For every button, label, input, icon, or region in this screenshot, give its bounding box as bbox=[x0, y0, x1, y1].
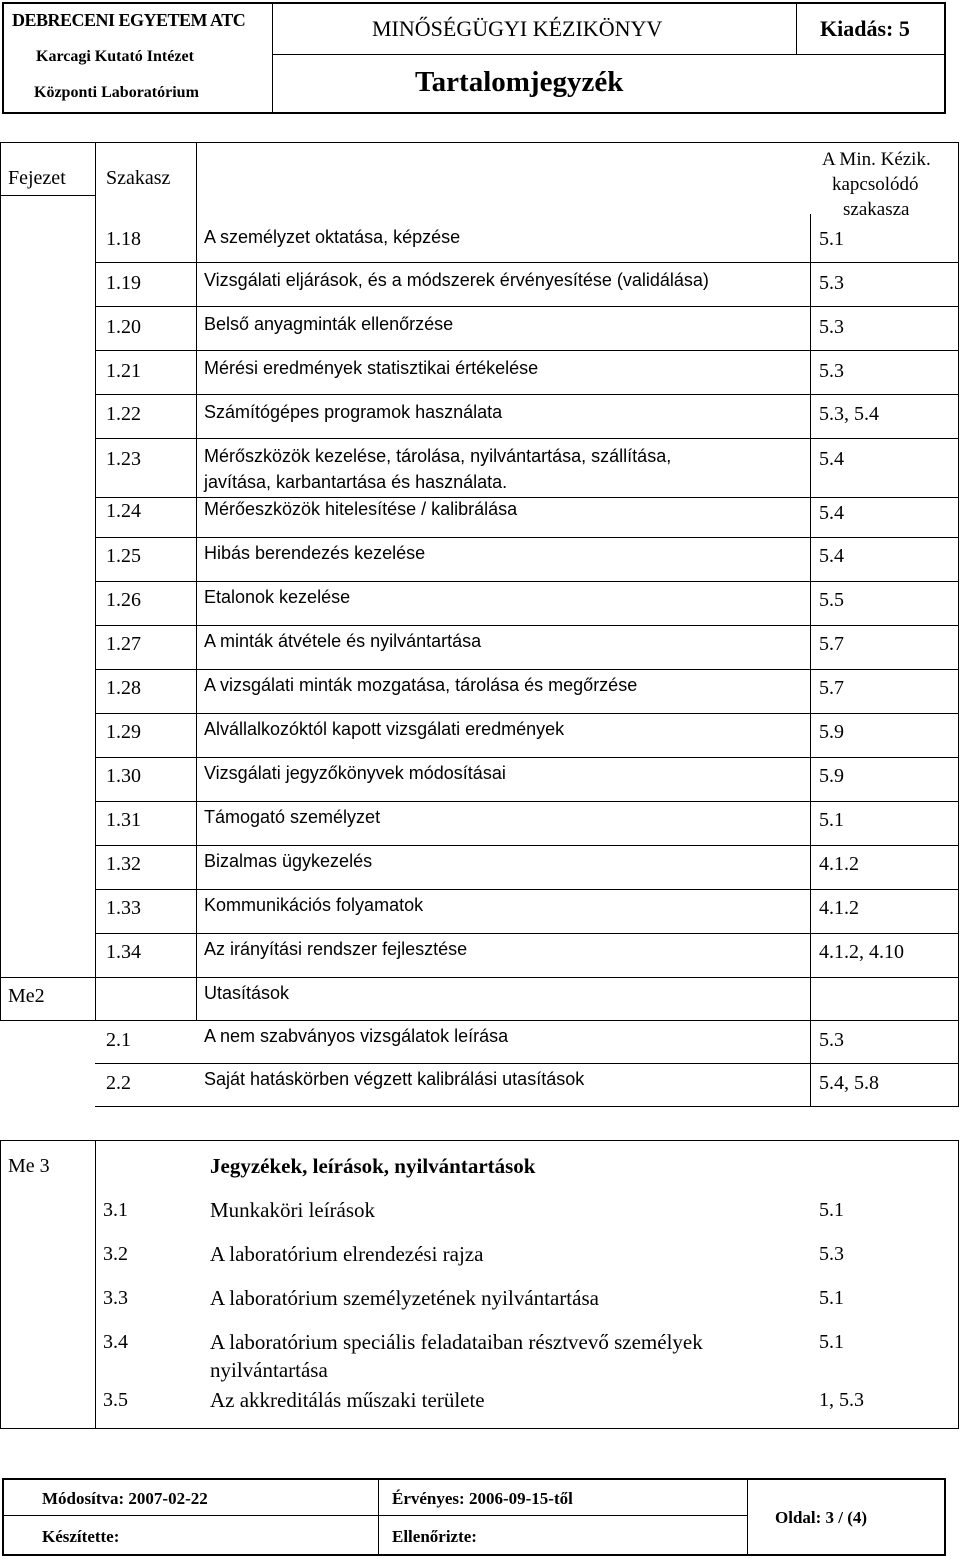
section-ref: 5.3 bbox=[819, 1029, 844, 1051]
section-title: Számítógépes programok használata bbox=[204, 402, 503, 422]
section-ref: 4.1.2 bbox=[819, 853, 859, 875]
section-ref: 5.1 bbox=[819, 1287, 844, 1309]
section-title: Saját hatáskörben végzett kalibrálási utasítások bbox=[204, 1069, 585, 1089]
section-number: 3.1 bbox=[103, 1199, 128, 1221]
section-number: 3.5 bbox=[103, 1389, 128, 1411]
section-ref: 4.1.2, 4.10 bbox=[819, 941, 904, 963]
section-title: Kommunikációs folyamatok bbox=[204, 895, 424, 915]
footer-modified: Módosítva: 2007-02-22 bbox=[42, 1489, 208, 1508]
section-title: A személyzet oktatása, képzése bbox=[204, 227, 461, 247]
section-number: 2.2 bbox=[106, 1072, 131, 1094]
section-title: A nem szabványos vizsgálatok leírása bbox=[204, 1026, 509, 1046]
section-ref: 1, 5.3 bbox=[819, 1389, 864, 1411]
institute-name: Karcagi Kutató Intézet bbox=[36, 48, 194, 65]
section-ref: 4.1.2 bbox=[819, 897, 859, 919]
section-number: 2.1 bbox=[106, 1029, 131, 1051]
section-number: 1.27 bbox=[106, 633, 141, 655]
lab-name: Központi Laboratórium bbox=[34, 84, 199, 101]
section-ref: 5.4 bbox=[819, 545, 844, 567]
section-number: 1.31 bbox=[106, 809, 141, 831]
section-number: 1.33 bbox=[106, 897, 141, 919]
section-ref: 5.9 bbox=[819, 721, 844, 743]
section-title: Munkaköri leírások bbox=[210, 1198, 376, 1222]
section-title-continued: javítása, karbantartása és használata. bbox=[204, 472, 508, 492]
footer-page-number: Oldal: 3 / (4) bbox=[775, 1508, 868, 1527]
chapter-label: Me 3 bbox=[8, 1155, 50, 1177]
section-title: Vizsgálati jegyzőkönyvek módosításai bbox=[204, 763, 506, 783]
column-header-ref-2: kapcsolódó bbox=[832, 174, 919, 195]
section-title: Vizsgálati eljárások, és a módszerek érvényesítése (validálása) bbox=[204, 270, 709, 290]
section-ref: 5.1 bbox=[819, 228, 844, 250]
section-number: 3.3 bbox=[103, 1287, 128, 1309]
edition-label: Kiadás: 5 bbox=[820, 16, 910, 41]
section-title-continued: nyilvántartása bbox=[210, 1358, 328, 1382]
section-ref: 5.3, 5.4 bbox=[819, 403, 879, 425]
section-title: Alvállalkozóktól kapott vizsgálati eredmények bbox=[204, 719, 565, 739]
section-number: 3.2 bbox=[103, 1243, 128, 1265]
section-ref: 5.4 bbox=[819, 502, 844, 524]
section-ref: 5.3 bbox=[819, 1243, 844, 1265]
section-number: 1.26 bbox=[106, 589, 141, 611]
section-number: 1.30 bbox=[106, 765, 141, 787]
section-ref: 5.1 bbox=[819, 1331, 844, 1353]
footer-valid: Érvényes: 2006-09-15-től bbox=[392, 1489, 573, 1508]
section-title: Mérőeszközök hitelesítése / kalibrálása bbox=[204, 499, 518, 519]
section-number: 1.19 bbox=[106, 272, 141, 294]
section-title: Mérőszközök kezelése, tárolása, nyilvántartása, szállítása, bbox=[204, 446, 672, 466]
section-ref: 5.9 bbox=[819, 765, 844, 787]
chapter-heading: Utasítások bbox=[204, 983, 290, 1003]
section-title: Hibás berendezés kezelése bbox=[204, 543, 426, 563]
section-number: 1.20 bbox=[106, 316, 141, 338]
section-title: Bizalmas ügykezelés bbox=[204, 851, 373, 871]
column-header-chapter: Fejezet bbox=[8, 167, 66, 189]
section-number: 1.22 bbox=[106, 403, 141, 425]
section-ref: 5.1 bbox=[819, 809, 844, 831]
section-title: Etalonok kezelése bbox=[204, 587, 351, 607]
section-number: 1.34 bbox=[106, 941, 141, 963]
column-header-ref-3: szakasza bbox=[843, 199, 910, 220]
section-ref: 5.3 bbox=[819, 360, 844, 382]
column-header-section: Szakasz bbox=[106, 167, 171, 189]
section-title: A vizsgálati minták mozgatása, tárolása és megőrzése bbox=[204, 675, 638, 695]
section-ref: 5.7 bbox=[819, 677, 844, 699]
footer-prepared: Készítette: bbox=[42, 1527, 120, 1546]
section-title: Támogató személyzet bbox=[204, 807, 381, 827]
section-title: A laboratórium speciális feladataiban résztvevő személyek bbox=[210, 1330, 703, 1354]
chapter-heading: Jegyzékek, leírások, nyilvántartások bbox=[210, 1154, 536, 1178]
section-ref: 5.1 bbox=[819, 1199, 844, 1221]
section-number: 1.23 bbox=[106, 448, 141, 470]
section-title: A laboratórium személyzetének nyilvántartása bbox=[210, 1286, 599, 1310]
page-title: Tartalomjegyzék bbox=[415, 66, 624, 98]
section-title: A laboratórium elrendezési rajza bbox=[210, 1242, 484, 1266]
section-ref: 5.3 bbox=[819, 316, 844, 338]
section-number: 1.29 bbox=[106, 721, 141, 743]
section-title: A minták átvétele és nyilvántartása bbox=[204, 631, 482, 651]
section-number: 1.28 bbox=[106, 677, 141, 699]
section-ref: 5.7 bbox=[819, 633, 844, 655]
section-title: Az irányítási rendszer fejlesztése bbox=[204, 939, 468, 959]
manual-title: MINŐSÉGÜGYI KÉZIKÖNYV bbox=[372, 16, 663, 41]
section-ref: 5.4, 5.8 bbox=[819, 1072, 879, 1094]
section-title: Belső anyagminták ellenőrzése bbox=[204, 314, 454, 334]
section-number: 3.4 bbox=[103, 1331, 128, 1353]
section-number: 1.25 bbox=[106, 545, 141, 567]
section-number: 1.18 bbox=[106, 228, 141, 250]
column-header-ref-1: A Min. Kézik. bbox=[822, 149, 931, 170]
section-number: 1.32 bbox=[106, 853, 141, 875]
institution-name: DEBRECENI EGYETEM ATC bbox=[12, 10, 246, 30]
section-ref: 5.4 bbox=[819, 448, 844, 470]
section-number: 1.21 bbox=[106, 360, 141, 382]
chapter-label: Me2 bbox=[8, 985, 45, 1007]
section-number: 1.24 bbox=[106, 500, 141, 522]
section-ref: 5.5 bbox=[819, 589, 844, 611]
footer-checked: Ellenőrizte: bbox=[392, 1527, 477, 1546]
section-title: Az akkreditálás műszaki területe bbox=[210, 1388, 485, 1412]
section-title: Mérési eredmények statisztikai értékelése bbox=[204, 358, 539, 378]
section-ref: 5.3 bbox=[819, 272, 844, 294]
